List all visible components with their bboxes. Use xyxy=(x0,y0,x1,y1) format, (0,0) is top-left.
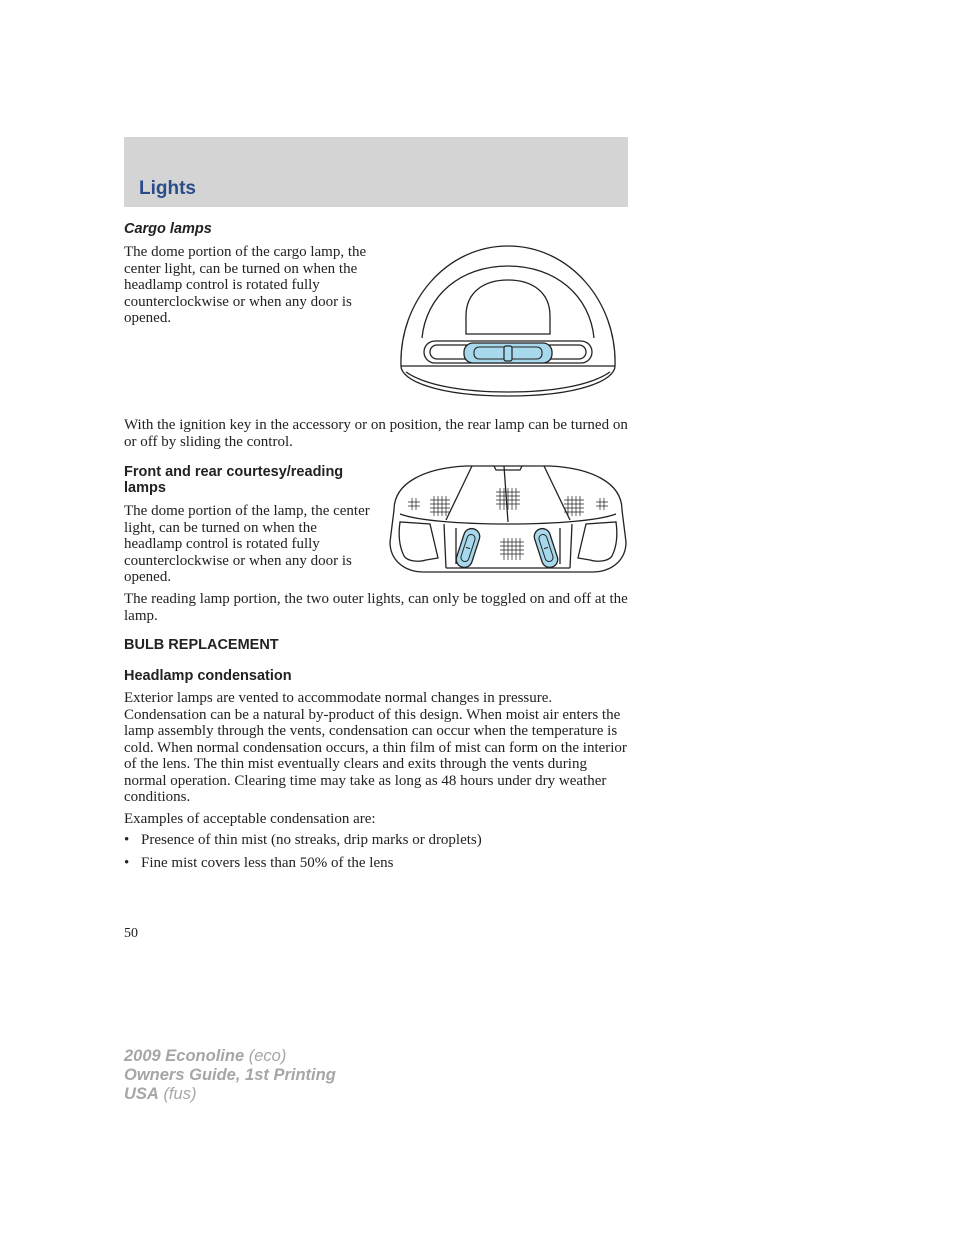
cargo-lamp-illustration xyxy=(396,242,620,402)
right-reading-lamp-switch xyxy=(532,527,560,570)
cargo-lamps-paragraph: The dome portion of the cargo lamp, the center light, can be turned on when the headlamp control is rotated fully counterclockwise or when any door is opened. xyxy=(124,244,367,326)
courtesy-lamps-paragraph: The dome portion of the lamp, the center light, can be turned on when the headlamp control is rotated fully counterclockwise or when any door is opened. xyxy=(124,503,370,585)
examples-intro: Examples of acceptable condensation are: xyxy=(124,811,376,827)
headlamp-condensation-paragraph: Exterior lamps are vented to accommodate normal changes in pressure. Condensation can be a natural by-product of this design. When moist air enters the lamp assembly through the vents, condensation can occur when the temperature is cold. When normal condensation occurs, a thin film of mist can form on the interior of the lens. The thin mist eventually clears and exits through the vents during normal operation. Clearing time may take as long as 48 hours under dry weather conditions. xyxy=(124,690,627,805)
list-item: • Fine mist covers less than 50% of the lens xyxy=(124,855,394,871)
section-header-band xyxy=(124,137,628,207)
left-reading-lamp-switch xyxy=(454,527,482,570)
slide-switch-knob xyxy=(504,346,512,361)
section-title: Lights xyxy=(139,178,196,199)
cargo-lamps-paragraph-2: With the ignition key in the accessory or on position, the rear lamp can be turned on or off by sliding the control. xyxy=(124,417,628,450)
page-number: 50 xyxy=(124,926,138,941)
bulb-replacement-heading: BULB REPLACEMENT xyxy=(124,637,279,653)
courtesy-reading-lamp-illustration xyxy=(386,464,630,578)
cargo-lamps-heading: Cargo lamps xyxy=(124,221,212,237)
courtesy-lamps-heading: Front and rear courtesy/reading lamps xyxy=(124,464,344,496)
courtesy-lamps-paragraph-2: The reading lamp portion, the two outer lights, can only be toggled on and off at the lamp. xyxy=(124,591,628,624)
headlamp-condensation-heading: Headlamp condensation xyxy=(124,668,292,684)
document-footer: 2009 Econoline (eco) Owners Guide, 1st Printing USA (fus) xyxy=(124,1047,336,1103)
list-item: • Presence of thin mist (no streaks, drip marks or droplets) xyxy=(124,832,482,848)
